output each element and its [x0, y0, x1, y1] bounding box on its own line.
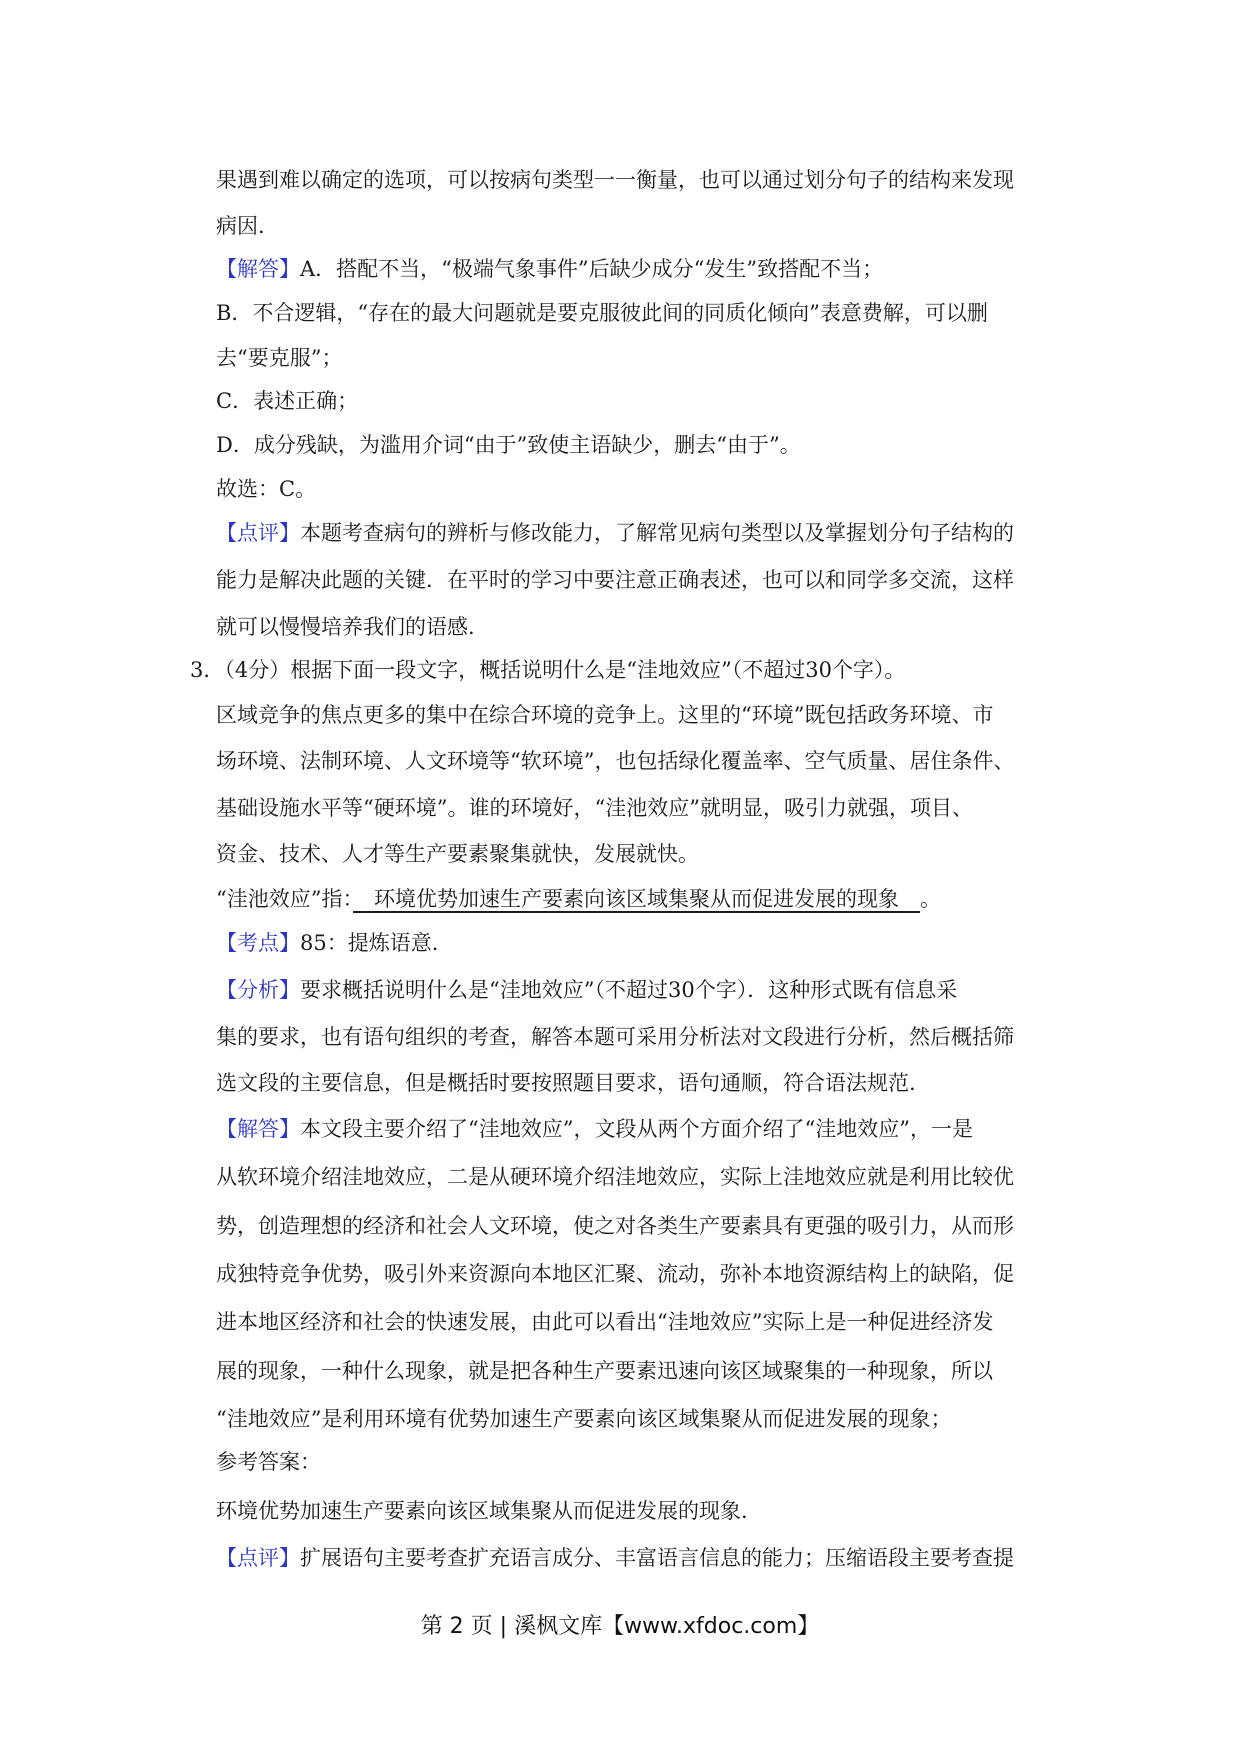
- page-footer: 第 2 页 | 溪枫文库【www.xfdoc.com】: [420, 1614, 820, 1639]
- answer-line: B．不合逻辑，“存在的最大问题就是要克服彼此间的同质化倾向”表意费解，可以删: [216, 301, 988, 325]
- blank-answer: 环境优势加速生产要素向该区域集聚从而促进发展的现象: [352, 887, 920, 911]
- answer-tag: 【解答】: [216, 1117, 300, 1141]
- kaodian-text: 85：提炼语意.: [300, 931, 439, 955]
- answer-line: 成独特竞争优势，吸引外来资源向本地区汇聚、流动，弥补本地资源结构上的缺陷，促: [216, 1262, 1014, 1286]
- comment-line: [216, 1543, 1014, 1573]
- analysis-line: 病因.: [216, 214, 265, 238]
- analysis-line: [216, 975, 957, 1005]
- analysis-tag: 【分析】: [216, 978, 300, 1002]
- comment-tag: 【点评】: [216, 1546, 300, 1570]
- answer-tag: 【解答】: [216, 257, 300, 281]
- kaodian-tag: 【考点】: [216, 931, 300, 955]
- comment-line: [216, 518, 1014, 548]
- answer-line: 去“要克服”；: [216, 346, 343, 370]
- answer-line: 进本地区经济和社会的快速发展，由此可以看出“洼地效应”实际上是一种促进经济发: [216, 1310, 994, 1334]
- passage-line: 资金、技术、人才等生产要素聚集就快，发展就快。: [216, 842, 699, 866]
- comment-text: 扩展语句主要考查扩充语言成分、丰富语言信息的能力；压缩语段主要考查提: [300, 1546, 1014, 1570]
- answer-line: 势，创造理想的经济和社会人文环境，使之对各类生产要素具有更强的吸引力，从而形: [216, 1214, 1014, 1238]
- question-number: 3．: [190, 658, 225, 682]
- answer-line: C．表述正确；: [216, 389, 359, 413]
- comment-line: 就可以慢慢培养我们的语感.: [216, 615, 475, 639]
- comment-text: 本题考查病句的辨析与修改能力，了解常见病句类型以及掌握划分句子结构的: [300, 521, 1014, 545]
- analysis-line: 果遇到难以确定的选项，可以按病句类型一一衡量，也可以通过划分句子的结构来发现: [216, 168, 1014, 192]
- question-text: （4分）根据下面一段文字，概括说明什么是“洼地效应”（不超过30个字）。: [224, 658, 906, 682]
- answer-line: 展的现象，一种什么现象，就是把各种生产要素迅速向该区域聚集的一种现象，所以: [216, 1359, 993, 1383]
- answer-line: “洼地效应”是利用环境有优势加速生产要素向该区域集聚从而促进发展的现象；: [216, 1407, 952, 1431]
- blank-prefix: “洼池效应”指：: [216, 887, 353, 911]
- kaodian-line: [216, 928, 438, 958]
- analysis-line: 选文段的主要信息，但是概括时要按照题目要求，语句通顺，符合语法规范.: [216, 1071, 916, 1095]
- fill-blank-line: [216, 884, 941, 914]
- answer-line: 从软环境介绍洼地效应，二是从硬环境介绍洼地效应，实际上洼地效应就是利用比较优: [216, 1165, 1014, 1189]
- passage-line: 区域竞争的焦点更多的集中在综合环境的竞争上。这里的“环境”既包括政务环境、市: [216, 703, 994, 727]
- choice-line: 故选：C。: [216, 477, 317, 501]
- passage-line: 场环境、法制环境、人文环境等“软环境”，也包括绿化覆盖率、空气质量、居住条件、: [216, 749, 1015, 773]
- reference-label: 参考答案：: [216, 1450, 321, 1474]
- answer-line: D．成分残缺，为滥用介词“由于”致使主语缺少，删去“由于”。: [216, 433, 801, 457]
- reference-answer: 环境优势加速生产要素向该区域集聚从而促进发展的现象.: [216, 1499, 748, 1523]
- passage-line: 基础设施水平等“硬环境”。谁的环境好，“洼池效应”就明显，吸引力就强，项目、: [216, 796, 973, 820]
- analysis-line: 集的要求，也有语句组织的考查，解答本题可采用分析法对文段进行分析，然后概括筛: [216, 1025, 1014, 1049]
- answer-line: [216, 254, 883, 284]
- answer-line: [216, 1114, 973, 1144]
- answer-text: 本文段主要介绍了“洼地效应”，文段从两个方面介绍了“洼地效应”，一是: [300, 1117, 973, 1141]
- comment-line: 能力是解决此题的关键．在平时的学习中要注意正确表述，也可以和同学多交流，这样: [216, 568, 1014, 592]
- comment-tag: 【点评】: [216, 521, 300, 545]
- blank-suffix: 。: [919, 887, 941, 911]
- question-3-stem: [190, 655, 905, 685]
- analysis-text: 要求概括说明什么是“洼地效应”（不超过30个字）．这种形式既有信息采: [300, 978, 958, 1002]
- answer-text: A．搭配不当，“极端气象事件”后缺少成分“发生”致搭配不当；: [300, 257, 884, 281]
